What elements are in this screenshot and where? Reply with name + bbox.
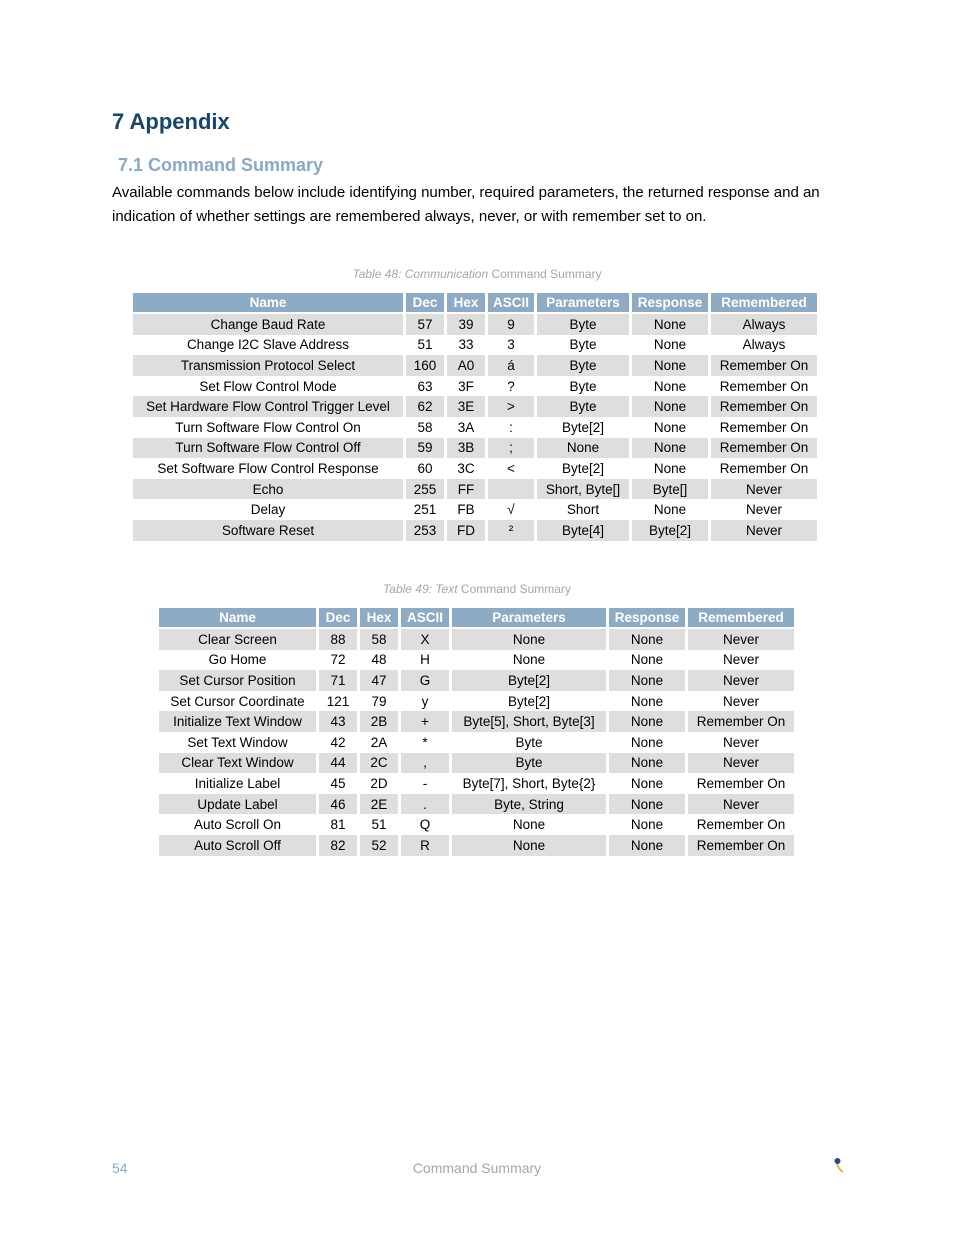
intro-paragraph: Available commands below include identifying number, required parameters, the returned response and an indication of whether settings are remembered always, never, or with remember set to on. <box>112 184 820 225</box>
table-cell: Byte <box>569 337 597 353</box>
column-header: Parameters <box>452 608 606 629</box>
column-header: Hex <box>447 293 485 314</box>
table-cell: Byte <box>452 753 606 774</box>
table-cell: Set Hardware Flow Control Trigger Level <box>133 396 403 417</box>
table-cell: 72 <box>330 652 346 668</box>
table-cell: Initialize Text Window <box>159 711 316 732</box>
table-cell: 51 <box>417 337 433 353</box>
table-cell: 2C <box>360 753 398 774</box>
table-row <box>159 794 794 815</box>
table-cell: Byte[2] <box>452 670 606 691</box>
table-row <box>133 438 817 459</box>
table-cell: 2D <box>370 775 388 791</box>
table-cell: Byte <box>537 314 629 335</box>
table-cell: Clear Text Window <box>159 753 316 774</box>
table-cell: Never <box>722 734 759 750</box>
column-header: Remembered <box>711 293 817 314</box>
table-cell: 79 <box>371 693 387 709</box>
table-cell: None <box>537 438 629 459</box>
table-cell: 47 <box>360 670 398 691</box>
table-cell: 60 <box>417 460 433 476</box>
table-cell: Clear Screen <box>159 629 316 650</box>
table-cell: Never <box>688 670 794 691</box>
column-header: Response <box>609 608 685 629</box>
table-cell: , <box>401 753 449 774</box>
table-cell: 45 <box>330 775 346 791</box>
table48-caption-prefix: Table 48: <box>352 267 405 281</box>
table-cell: None <box>452 835 606 856</box>
table-header-row <box>159 608 794 629</box>
table-row <box>133 314 817 335</box>
table-cell: None <box>512 652 546 668</box>
table-cell: Byte <box>515 734 543 750</box>
table-cell: √ <box>507 502 515 518</box>
table-cell: + <box>401 711 449 732</box>
table-cell: Byte[7], Short, Byte{2} <box>462 775 596 791</box>
table-cell: FF <box>447 479 485 500</box>
table-row <box>133 376 817 397</box>
table-cell: 81 <box>330 817 346 833</box>
table-cell: None <box>653 378 687 394</box>
table-cell: None <box>632 438 708 459</box>
table-cell: None <box>609 794 685 815</box>
logo-icon <box>832 1157 846 1173</box>
table-cell: Remember On <box>719 460 809 476</box>
table-cell: * <box>422 734 428 750</box>
table-cell: Transmission Protocol Select <box>133 355 403 376</box>
table49-caption-italic: Text <box>435 582 458 596</box>
table-cell: Turn Software Flow Control Off <box>133 438 403 459</box>
table-cell: Go Home <box>208 652 267 668</box>
table-cell: Always <box>742 337 786 353</box>
table-cell: Set Text Window <box>187 734 288 750</box>
table-cell: None <box>653 460 687 476</box>
table-cell: 121 <box>326 693 350 709</box>
section-heading: 7.1 Command Summary <box>118 155 324 175</box>
table-row <box>133 396 817 417</box>
table-cell: G <box>401 670 449 691</box>
table-cell: 52 <box>360 835 398 856</box>
table-cell: á <box>488 355 534 376</box>
table-row <box>133 499 817 520</box>
table-cell: : <box>509 419 513 435</box>
table-cell: FB <box>457 502 475 518</box>
table-row <box>133 458 817 479</box>
table-cell: 51 <box>371 817 387 833</box>
table-cell: Never <box>688 794 794 815</box>
column-header: Name <box>133 293 403 314</box>
table-cell: Byte[2] <box>561 419 605 435</box>
table-cell: None <box>452 629 606 650</box>
table-cell: 160 <box>406 355 444 376</box>
table-cell: Never <box>688 629 794 650</box>
table-cell: Remember On <box>688 711 794 732</box>
table-cell: 57 <box>406 314 444 335</box>
table-cell: 2B <box>360 711 398 732</box>
table-cell: Remember On <box>719 378 809 394</box>
table-cell: 3F <box>458 378 474 394</box>
table-cell: Byte <box>537 396 629 417</box>
table-cell: Never <box>722 693 759 709</box>
table-cell: 42 <box>330 734 346 750</box>
table-cell: ? <box>507 378 515 394</box>
table-cell: 62 <box>406 396 444 417</box>
table-cell: 44 <box>319 753 357 774</box>
table48-caption-suffix: Command Summary <box>488 267 602 281</box>
table-row <box>159 670 794 691</box>
table-cell: Auto Scroll On <box>193 817 282 833</box>
page-number: 54 <box>112 1160 128 1176</box>
table-cell: 46 <box>319 794 357 815</box>
table-cell: None <box>630 734 664 750</box>
column-header: ASCII <box>488 293 534 314</box>
table-cell: None <box>653 502 687 518</box>
table-row <box>159 773 794 794</box>
table48-caption <box>0 267 954 281</box>
table-cell: Delay <box>250 502 286 518</box>
table-cell: None <box>609 670 685 691</box>
table-row <box>159 691 794 712</box>
table-row <box>159 814 794 835</box>
table-cell: 9 <box>488 314 534 335</box>
page-heading: 7 Appendix <box>112 109 230 134</box>
column-header: Hex <box>360 608 398 629</box>
table-cell: Byte[2] <box>561 460 605 476</box>
table-cell: Change I2C Slave Address <box>186 337 350 353</box>
table-cell: R <box>401 835 449 856</box>
table-cell: 43 <box>319 711 357 732</box>
table-cell: < <box>507 460 515 476</box>
table-cell: Never <box>688 753 794 774</box>
table-cell: 82 <box>319 835 357 856</box>
table-cell: Byte, String <box>452 794 606 815</box>
text-command-table <box>156 608 797 856</box>
footer-title: Command Summary <box>412 1160 542 1176</box>
table-cell: 2A <box>370 734 388 750</box>
table-cell: None <box>609 629 685 650</box>
table-cell: Set Cursor Position <box>159 670 316 691</box>
table-cell: None <box>630 693 664 709</box>
table-cell: Byte[2] <box>632 520 708 541</box>
table-cell: 58 <box>360 629 398 650</box>
table-row <box>133 520 817 541</box>
column-header: Remembered <box>688 608 794 629</box>
column-header: Dec <box>406 293 444 314</box>
table-cell: Never <box>722 652 759 668</box>
table-cell: 253 <box>406 520 444 541</box>
table-cell: 3 <box>507 337 515 353</box>
table-cell: Byte[2] <box>507 693 551 709</box>
table-cell: Short, Byte[] <box>537 479 629 500</box>
table-cell: Short <box>566 502 600 518</box>
table-row <box>133 417 817 438</box>
table-row <box>159 753 794 774</box>
table-cell: Never <box>711 479 817 500</box>
column-header: Dec <box>319 608 357 629</box>
table-cell: A0 <box>447 355 485 376</box>
table-cell: Change Baud Rate <box>133 314 403 335</box>
table-cell: Software Reset <box>133 520 403 541</box>
table-cell: 2E <box>360 794 398 815</box>
table49-caption-prefix: Table 49: <box>383 582 436 596</box>
table-cell: 71 <box>319 670 357 691</box>
table-cell: 255 <box>406 479 444 500</box>
table-cell: Set Flow Control Mode <box>199 378 337 394</box>
table-cell: Byte <box>569 378 597 394</box>
table-cell: None <box>632 314 708 335</box>
table-cell: Initialize Label <box>194 775 281 791</box>
table-cell: Update Label <box>159 794 316 815</box>
table-cell: 63 <box>417 378 433 394</box>
table-cell: None <box>512 817 546 833</box>
table-cell: 251 <box>413 502 437 518</box>
table-cell: None <box>609 753 685 774</box>
table-cell: Byte[] <box>632 479 708 500</box>
table-cell: None <box>632 355 708 376</box>
table48-caption-italic: Communication <box>404 267 489 281</box>
table-row <box>159 732 794 753</box>
column-header: Parameters <box>537 293 629 314</box>
table-cell <box>488 479 534 500</box>
table-cell: Turn Software Flow Control On <box>175 419 361 435</box>
table-header-row <box>133 293 817 314</box>
column-header: ASCII <box>401 608 449 629</box>
table-cell: - <box>422 775 428 791</box>
column-header: Response <box>632 293 708 314</box>
table-cell: ; <box>488 438 534 459</box>
table-cell: None <box>609 711 685 732</box>
table-cell: > <box>488 396 534 417</box>
table-cell: Byte <box>537 355 629 376</box>
table-row <box>159 835 794 856</box>
table-cell: ² <box>488 520 534 541</box>
table-cell: None <box>653 337 687 353</box>
table-cell: 39 <box>447 314 485 335</box>
table-cell: 58 <box>417 419 433 435</box>
table-cell: Never <box>711 520 817 541</box>
table-cell: 88 <box>319 629 357 650</box>
table-cell: None <box>609 835 685 856</box>
table-cell: None <box>630 775 664 791</box>
table-row <box>159 650 794 671</box>
table-cell: Remember On <box>696 775 786 791</box>
table-cell: Byte[4] <box>537 520 629 541</box>
table-cell: Remember On <box>711 355 817 376</box>
table-cell: 48 <box>371 652 387 668</box>
table-cell: Q <box>419 817 431 833</box>
table-cell: Remember On <box>711 396 817 417</box>
table-cell: 3C <box>457 460 475 476</box>
table-cell: None <box>630 817 664 833</box>
table-cell: Remember On <box>711 438 817 459</box>
table-row <box>133 355 817 376</box>
column-header: Name <box>159 608 316 629</box>
table-cell: 3A <box>457 419 475 435</box>
table-cell: Never <box>745 502 782 518</box>
table-cell: 3B <box>447 438 485 459</box>
table-cell: FD <box>447 520 485 541</box>
table-cell: Set Software Flow Control Response <box>157 460 379 476</box>
table-cell: Set Cursor Coordinate <box>170 693 305 709</box>
table-cell: . <box>401 794 449 815</box>
table-cell: 3E <box>447 396 485 417</box>
communication-command-table <box>130 293 820 541</box>
table-cell: 59 <box>406 438 444 459</box>
table-cell: y <box>421 693 429 709</box>
table-cell: X <box>401 629 449 650</box>
table-cell: Remember On <box>688 835 794 856</box>
table-cell: Remember On <box>696 817 786 833</box>
table-cell: Always <box>711 314 817 335</box>
table-row <box>133 479 817 500</box>
table-cell: Echo <box>133 479 403 500</box>
table49-caption <box>0 582 954 596</box>
table-cell: Auto Scroll Off <box>159 835 316 856</box>
table-row <box>159 711 794 732</box>
table-cell: None <box>632 396 708 417</box>
table-cell: Byte[5], Short, Byte[3] <box>452 711 606 732</box>
table-row <box>133 335 817 356</box>
table-cell: 33 <box>458 337 474 353</box>
table-row <box>159 629 794 650</box>
table-cell: H <box>420 652 430 668</box>
table-cell: None <box>630 652 664 668</box>
table49-caption-suffix: Command Summary <box>457 582 571 596</box>
table-cell: Remember On <box>719 419 809 435</box>
table-cell: None <box>653 419 687 435</box>
